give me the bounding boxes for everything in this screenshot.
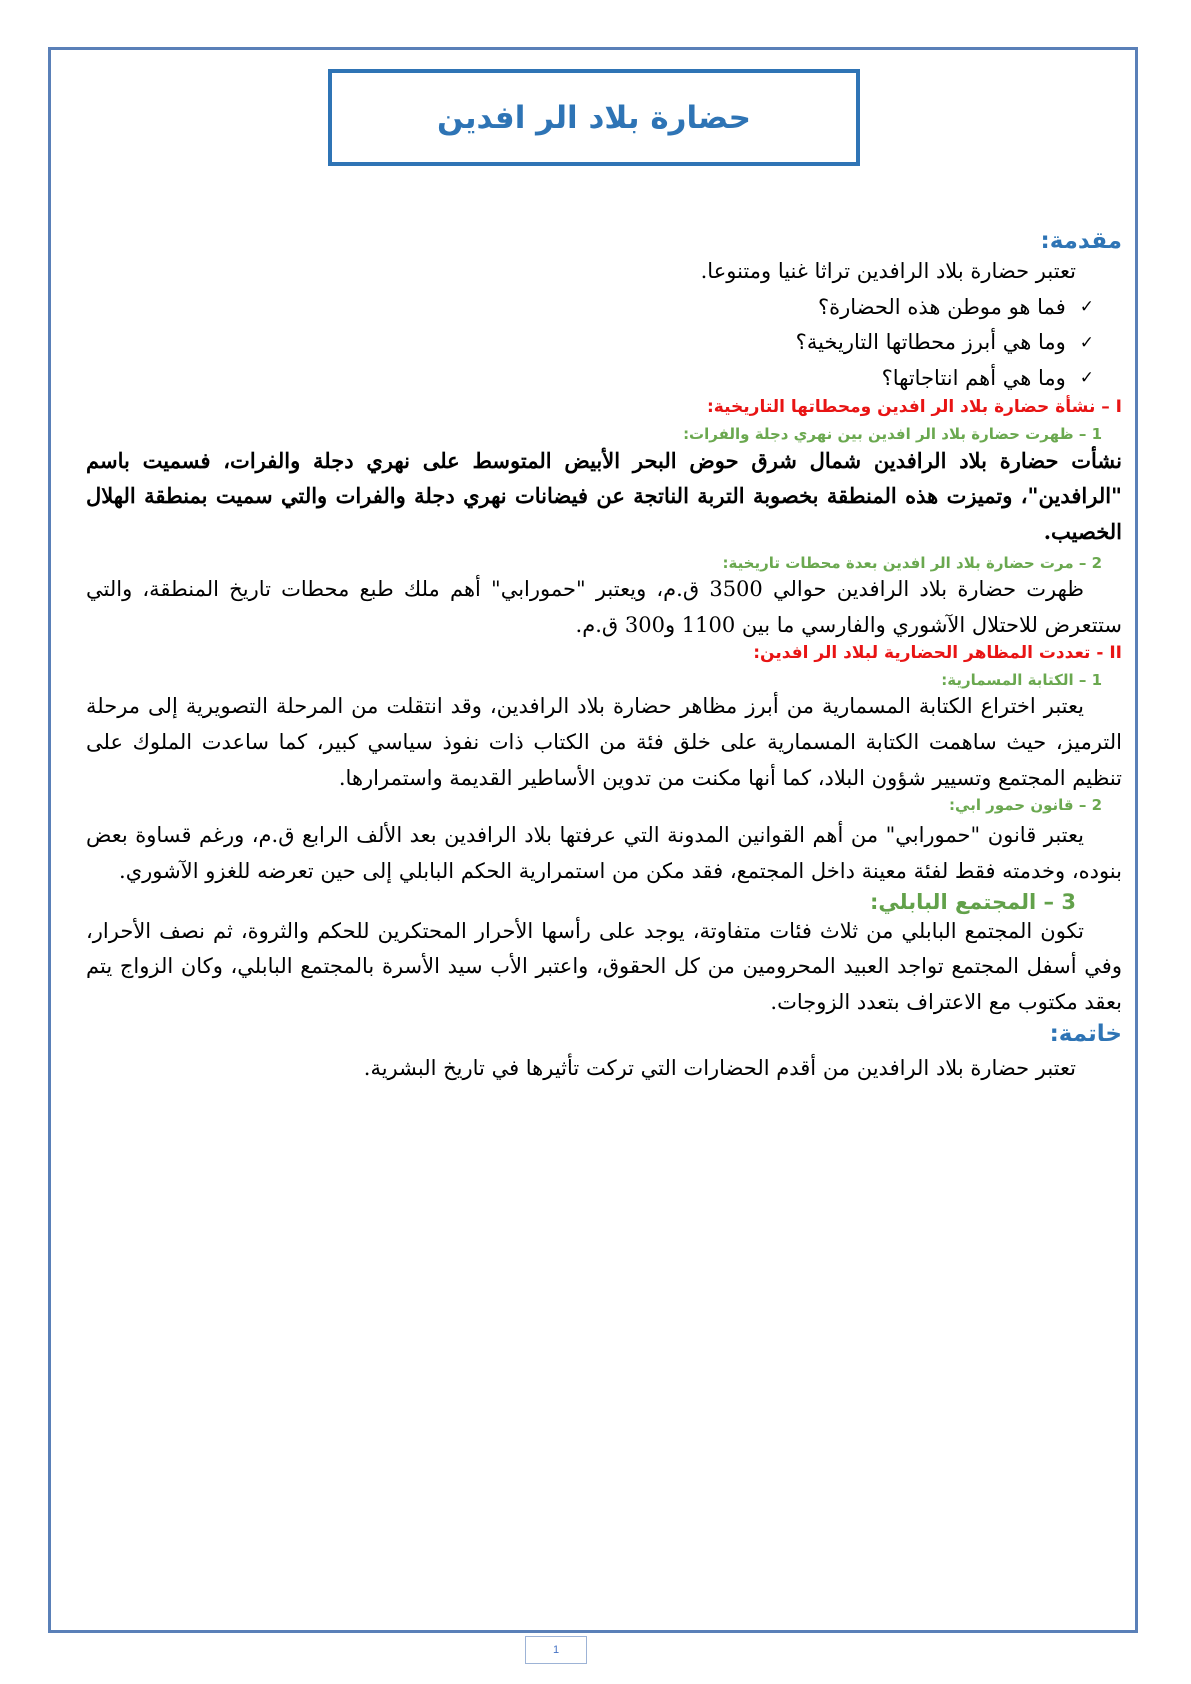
section2-sub3-heading: 3 – المجتمع البابلي: [870, 889, 1076, 914]
section2-sub1-text: يعتبر اختراع الكتابة المسمارية من أبرز مظاهر حضارة بلاد الرافدين، وقد انتقلت من المرحلة التصويرية إلى مرحلة الترميز، حيث ساهمت الكتابة المسمارية على خلق فئة من الكتاب ذات نفوذ سياسي كبير، كما ساعدت الملوك على تنظيم المجتمع وتسيير شؤون البلاد، كما أنها مكنت من تدوين الأساطير القديمة واستمرارها. [86, 694, 1122, 790]
checkmark-icon: ✓ [1079, 297, 1094, 318]
section1-sub2-text: ظهرت حضارة بلاد الرافدين حوالي 3500 ق.م، ويعتبر "حمورابي" أهم ملك طبع محطات تاريخ المنطقة، والتي ستتعرض للاحتلال الآشوري والفارسي ما بين 1100 و300 ق.م. [86, 576, 1122, 637]
intro-heading: مقدمة: [1040, 228, 1122, 254]
section1-sub1-text: نشأت حضارة بلاد الرافدين شمال شرق حوض البحر الأبيض المتوسط على نهري دجلة والفرات، فسميت باسم "الرافدين"، وتميزت هذه المنطقة بخصوبة التربة الناتجة عن فيضانات نهري دجلة والفرات والتي سميت بمنطقة الهلال الخصيب. [86, 447, 1122, 545]
document-body [86, 228, 1122, 1086]
section2-sub2-heading: 2 – قانون حمور ابي: [949, 796, 1102, 815]
section2-heading: II - تعددت المظاهر الحضارية لبلاد الر افدين: [753, 643, 1122, 664]
conclusion-text: تعتبر حضارة بلاد الرافدين من أقدم الحضارات التي تركت تأثيرها في تاريخ البشرية. [363, 1055, 1076, 1080]
page-number-box [525, 1636, 587, 1664]
section2-sub2-text: يعتبر قانون "حمورابي" من أهم القوانين المدونة التي عرفتها بلاد الرافدين بعد الألف الرابع ق.م، ورغم قساوة بعض بنوده، وخدمته فقط لفئة معينة داخل المجتمع، فقد مكن من استمرارية الحكم البابلي إلى حين تعرضه للغزو الآشوري. [86, 823, 1122, 883]
checkmark-icon: ✓ [1079, 368, 1094, 389]
page-number: 1 [552, 1644, 560, 1656]
question-text: وما هي أبرز محطاتها التاريخية؟ [795, 330, 1066, 355]
conclusion-heading: خاتمة: [1049, 1020, 1122, 1047]
title-box [328, 69, 860, 166]
question-text: فما هو موطن هذه الحضارة؟ [817, 294, 1066, 319]
list-item [86, 290, 1094, 326]
section1-sub2-heading: 2 – مرت حضارة بلاد الر افدين بعدة محطات تاريخية: [722, 553, 1102, 572]
list-item [86, 325, 1094, 361]
page-title: حضارة بلاد الر افدين [436, 99, 752, 136]
section2-sub1-heading: 1 – الكتابة المسمارية: [941, 671, 1102, 690]
question-text: وما هي أهم انتاجاتها؟ [881, 366, 1066, 391]
section1-heading: I – نشأة حضارة بلاد الر افدين ومحطاتها التاريخية: [706, 396, 1122, 417]
intro-questions [86, 290, 1122, 397]
intro-text: تعتبر حضارة بلاد الرافدين تراثا غنيا ومتنوعا. [700, 259, 1076, 283]
list-item [86, 361, 1094, 397]
checkmark-icon: ✓ [1079, 332, 1094, 353]
section2-sub3-text: تكون المجتمع البابلي من ثلاث فئات متفاوتة، يوجد على رأسها الأحرار المحتكرين للحكم والثروة، ثم نصف الأحرار، وفي أسفل المجتمع تواجد العبيد المحرومين من كل الحقوق، واعتبر الأب سيد الأسرة بالمجتمع البابلي، وكان الزواج يتم بعقد مكتوب مع الاعتراف بتعدد الزوجات. [86, 918, 1122, 1014]
section1-sub1-heading: 1 – ظهرت حضارة بلاد الر افدين بين نهري دجلة والفرات: [683, 424, 1102, 443]
